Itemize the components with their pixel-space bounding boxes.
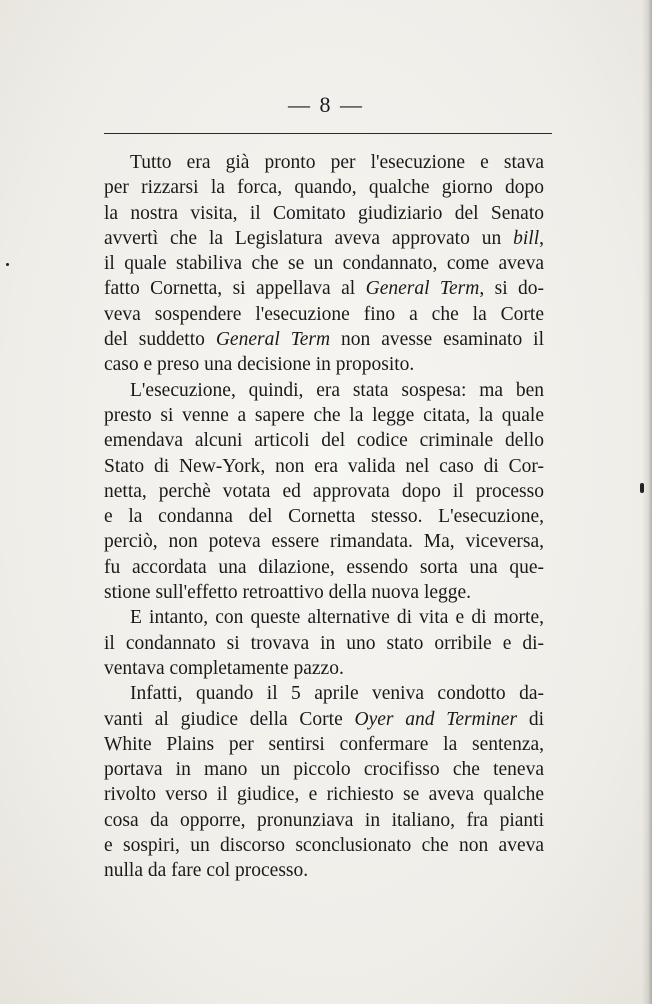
- text-line: nulla da fare col processo.: [104, 860, 309, 882]
- margin-speck: [6, 263, 9, 266]
- text-line: Infatti, quando il 5 aprile veniva condotto da-: [130, 683, 544, 705]
- page-number: — 8 —: [288, 92, 364, 117]
- header-rule: [104, 133, 552, 134]
- text-line: perciò, non poteva essere rimandata. Ma, viceversa,: [104, 531, 544, 553]
- text-line: presto si venne a sapere che la legge citata, la quale: [104, 404, 544, 426]
- text-line: il quale stabiliva che se un condannato, come aveva: [104, 253, 544, 275]
- text-line: L'esecuzione, quindi, era stata sospesa: ma ben: [130, 379, 544, 401]
- text-line: e sospiri, un discorso sconclusionato che non aveva: [104, 835, 544, 857]
- text-line: Stato di New-York, non era valida nel caso di Cor-: [104, 455, 544, 477]
- text-line: emendava alcuni articoli del codice criminale dello: [104, 430, 544, 452]
- text-line: ventava completamente pazzo.: [104, 657, 344, 679]
- text-line: E intanto, con queste alternative di vita e di morte,: [130, 607, 544, 629]
- text-line: del suddetto General Term non avesse esaminato il: [104, 329, 544, 351]
- text-line: la nostra visita, il Comitato giudiziario del Senato: [104, 202, 544, 224]
- margin-speck: [640, 483, 644, 493]
- text-line: vanti al giudice della Corte Oyer and Terminer di: [104, 708, 544, 730]
- text-line: stione sull'effetto retroattivo della nuova legge.: [104, 582, 472, 604]
- text-line: veva sospendere l'esecuzione fino a che la Corte: [104, 303, 544, 325]
- text-line: rivolto verso il giudice, e richiesto se aveva qualche: [104, 784, 544, 806]
- page-edge-shadow: [642, 0, 652, 1004]
- text-line: portava in mano un piccolo crocifisso che teneva: [104, 759, 544, 781]
- text-line: avvertì che la Legislatura aveva approvato un bill,: [104, 227, 544, 249]
- text-line: netta, perchè votata ed approvata dopo il processo: [104, 480, 544, 502]
- text-line: caso e preso una decisione in proposito.: [104, 354, 415, 376]
- text-line: cosa da opporre, pronunziava in italiano, fra pianti: [104, 809, 544, 831]
- text-line: Tutto era già pronto per l'esecuzione e stava: [130, 152, 544, 173]
- text-line: e la condanna del Cornetta stesso. L'esecuzione,: [104, 506, 544, 528]
- text-line: il condannato si trovava in uno stato orribile e di-: [104, 632, 544, 654]
- text-line: fu accordata una dilazione, essendo sorta una que-: [104, 556, 544, 578]
- text-line: per rizzarsi la forca, quando, qualche giorno dopo: [104, 177, 544, 199]
- body-text: [104, 150, 544, 884]
- text-line: fatto Cornetta, si appellava al General Term, si do-: [104, 278, 545, 300]
- text-line: White Plains per sentirsi confermare la sentenza,: [104, 733, 544, 755]
